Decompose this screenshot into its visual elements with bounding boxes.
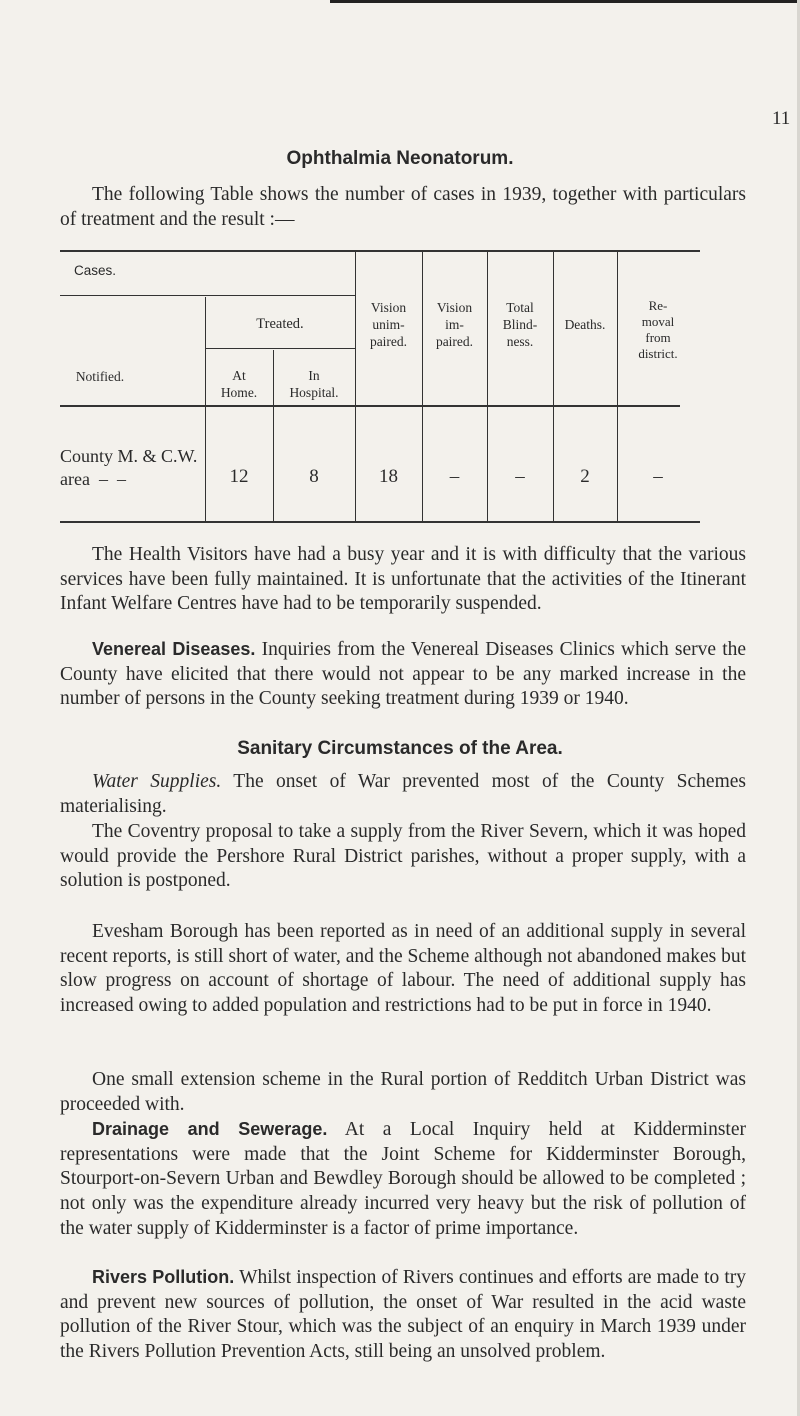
drainage-text: At a Local Inquiry held at Kidderminster representations were made that the Joint Scheme for Kidderminster Borough, Stourport-on-Severn Urban and Bewdley Borough should be allowed to be completed ; not only was the expenditure already incurred very heavy but the risk of pollution of the water supply of Kidderminster is a factor of prime importance. [60, 1119, 746, 1239]
table-top-rule [60, 250, 700, 252]
water-heading: Water Supplies. [92, 771, 222, 792]
header-cases: Cases. [73, 263, 117, 278]
header-treated: Treated. [256, 316, 304, 332]
sanitary-heading: Sanitary Circumstances of the Area. [237, 738, 563, 759]
header-in-hospital [273, 367, 355, 401]
header-at-home [205, 367, 273, 401]
intro-paragraph: The following Table shows the number of cases in 1939, together with particulars of treatment and the result :— [60, 184, 746, 230]
cases-under-rule [60, 295, 355, 296]
cell-notified: 12 [229, 466, 249, 487]
row-label [60, 445, 205, 491]
top-scan-edge [330, 0, 800, 3]
rivers-heading: Rivers Pollution. [92, 1267, 235, 1287]
water-text: The onset of War prevented most of the County Schemes materialising. [60, 771, 746, 817]
header-removal-line4: district. [638, 346, 678, 361]
table-bottom-rule [60, 521, 700, 523]
header-deaths: Deaths. [564, 317, 606, 332]
header-vi-line1: Vision [436, 300, 473, 315]
header-vision-unimpaired [355, 299, 422, 350]
header-notified: Notified. [75, 369, 125, 384]
header-removal-line2: moval [641, 314, 675, 329]
cell-deaths: – [653, 466, 663, 487]
header-vu-line2: unim- [372, 317, 405, 332]
header-removal-line3: from [645, 330, 671, 345]
header-vu-line1: Vision [370, 300, 407, 315]
cell-at-home: 8 [309, 466, 319, 487]
treated-under-rule [205, 348, 355, 349]
venereal-heading: Venereal Diseases. [92, 639, 256, 659]
health-visitors-paragraph: The Health Visitors have had a busy year and it is with difficulty that the various services have been fully maintained. It is unfortunate that the activities of the Itinerant Infant Welfare Centres have had to be temporarily suspended. [60, 544, 746, 615]
evesham-paragraph: Evesham Borough has been reported as in need of an additional supply in several recent reports, is still short of water, and the Scheme although not abandoned makes but slow progress on account of shortage of labour. The need of additional supply has increased owing to added population and restrictions had to be put in force in 1940. [60, 921, 746, 1017]
drainage-paragraph [60, 1117, 746, 1242]
header-total-blindness [487, 299, 553, 350]
row-label-line2: area – – [60, 469, 126, 489]
header-at-home-line2: Home. [220, 385, 258, 400]
redditch-paragraph: One small extension scheme in the Rural portion of Redditch Urban District was proceeded with. [60, 1069, 746, 1115]
header-vi-line2: im- [445, 317, 464, 332]
header-tb-line3: ness. [506, 334, 534, 349]
header-vi-line3: paired. [435, 334, 474, 349]
row-label-line1: County M. & C.W. [60, 446, 198, 466]
header-removal [617, 298, 699, 362]
cell-vision-impaired: – [515, 466, 525, 487]
header-tb-line1: Total [506, 300, 534, 315]
drainage-heading: Drainage and Sewerage. [92, 1119, 328, 1139]
header-tb-line2: Blind- [502, 317, 538, 332]
header-bottom-rule [60, 405, 680, 407]
header-in-hospital-line2: Hospital. [289, 385, 339, 400]
header-vision-impaired [422, 299, 487, 350]
coventry-paragraph: The Coventry proposal to take a supply from the River Severn, which it was hoped would provide the Pershore Rural District parishes, without a proper supply, with a solution is postponed. [60, 821, 746, 892]
venereal-paragraph [60, 637, 746, 712]
rivers-paragraph [60, 1265, 746, 1365]
page-title: Ophthalmia Neonatorum. [286, 148, 514, 169]
cell-total-blindness: 2 [580, 466, 590, 487]
venereal-text: Inquiries from the Venereal Diseases Clinics which serve the County have elicited that there would not appear to be any marked increase in the number of persons in the County seeking treatment during 1939 or 1940. [60, 639, 747, 710]
cell-vision-unimpaired: – [449, 466, 460, 487]
cell-in-hospital: 18 [379, 466, 398, 487]
rivers-text: Whilst inspection of Rivers continues and efforts are made to try and prevent new sources of pollution, the onset of War resulted in the acid waste pollution of the River Stour, which was the subject of an enquiry in March 1939 under the Rivers Pollution Prevention Acts, still being an unsolved problem. [60, 1267, 746, 1363]
header-in-hospital-line1: In [308, 368, 320, 383]
header-vu-line3: paired. [369, 334, 408, 349]
header-removal-line1: Re- [648, 298, 668, 313]
water-paragraph [60, 770, 746, 819]
page-number: 11 [772, 108, 791, 129]
header-at-home-line1: At [232, 368, 246, 383]
